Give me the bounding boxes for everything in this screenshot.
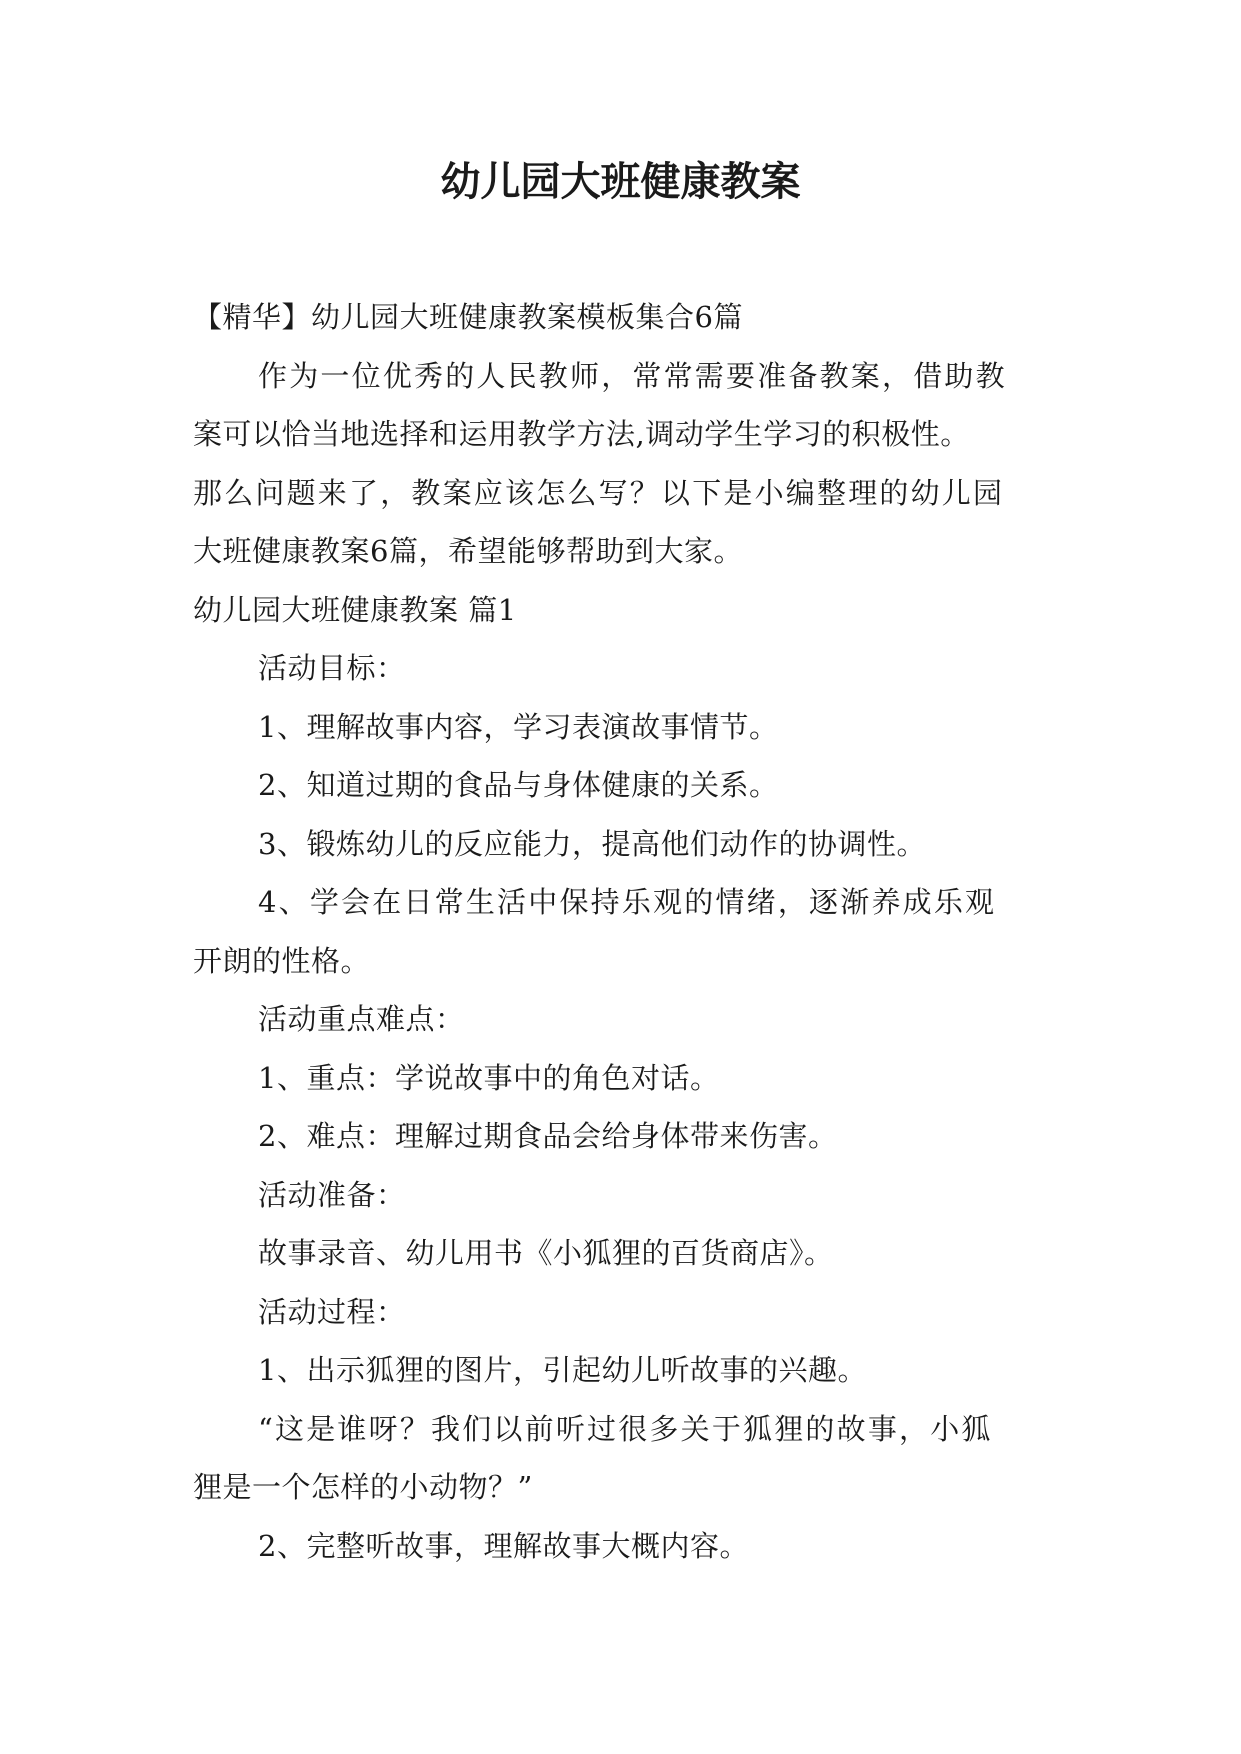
list-item: 2、知道过期的食品与身体健康的关系。 xyxy=(258,768,779,802)
paragraph-line: 活动准备： xyxy=(258,1177,406,1212)
list-item: 2、完整听故事，理解故事大概内容。 xyxy=(258,1528,749,1563)
paragraph-line: 故事录音、幼儿用书《小狐狸的百货商店》。 xyxy=(258,1236,834,1270)
paragraph-line: 作为一位优秀的人民教师，常常需要准备教案，借助教 xyxy=(258,358,1007,393)
list-item: 4、学会在日常生活中保持乐观的情绪，逐渐养成乐观 xyxy=(258,885,997,919)
paragraph-line: 活动过程： xyxy=(258,1294,406,1329)
paragraph-line: 活动目标： xyxy=(258,651,406,685)
paragraph-line: 那么问题来了，教案应该怎么写？以下是小编整理的幼儿园 xyxy=(193,475,1005,510)
paragraph-line: 活动重点难点： xyxy=(258,1002,465,1036)
document-title: 幼儿园大班健康教案 xyxy=(440,158,801,205)
list-item: 3、锻炼幼儿的反应能力，提高他们动作的协调性。 xyxy=(258,826,926,861)
paragraph-line: 大班健康教案6篇，希望能够帮助到大家。 xyxy=(193,534,743,568)
document-body xyxy=(193,288,1063,1575)
paragraph-line: 狸是一个怎样的小动物？” xyxy=(193,1470,533,1504)
list-item: 1、重点：学说故事中的角色对话。 xyxy=(258,1060,720,1095)
list-item: 1、出示狐狸的图片，引起幼儿听故事的兴趣。 xyxy=(258,1353,867,1387)
section-heading: 幼儿园大班健康教案 篇1 xyxy=(193,592,517,627)
list-item: 2、难点：理解过期食品会给身体带来伤害。 xyxy=(258,1119,838,1153)
paragraph-line: 案可以恰当地选择和运用教学方法,调动学生学习的积极性。 xyxy=(193,417,970,451)
list-item: 1、理解故事内容，学习表演故事情节。 xyxy=(258,709,779,744)
paragraph-line: 开朗的性格。 xyxy=(193,943,371,978)
paragraph-line: “这是谁呀？我们以前听过很多关于狐狸的故事，小狐 xyxy=(258,1411,993,1446)
paragraph-line: 【精华】幼儿园大班健康教案模板集合6篇 xyxy=(193,300,743,334)
